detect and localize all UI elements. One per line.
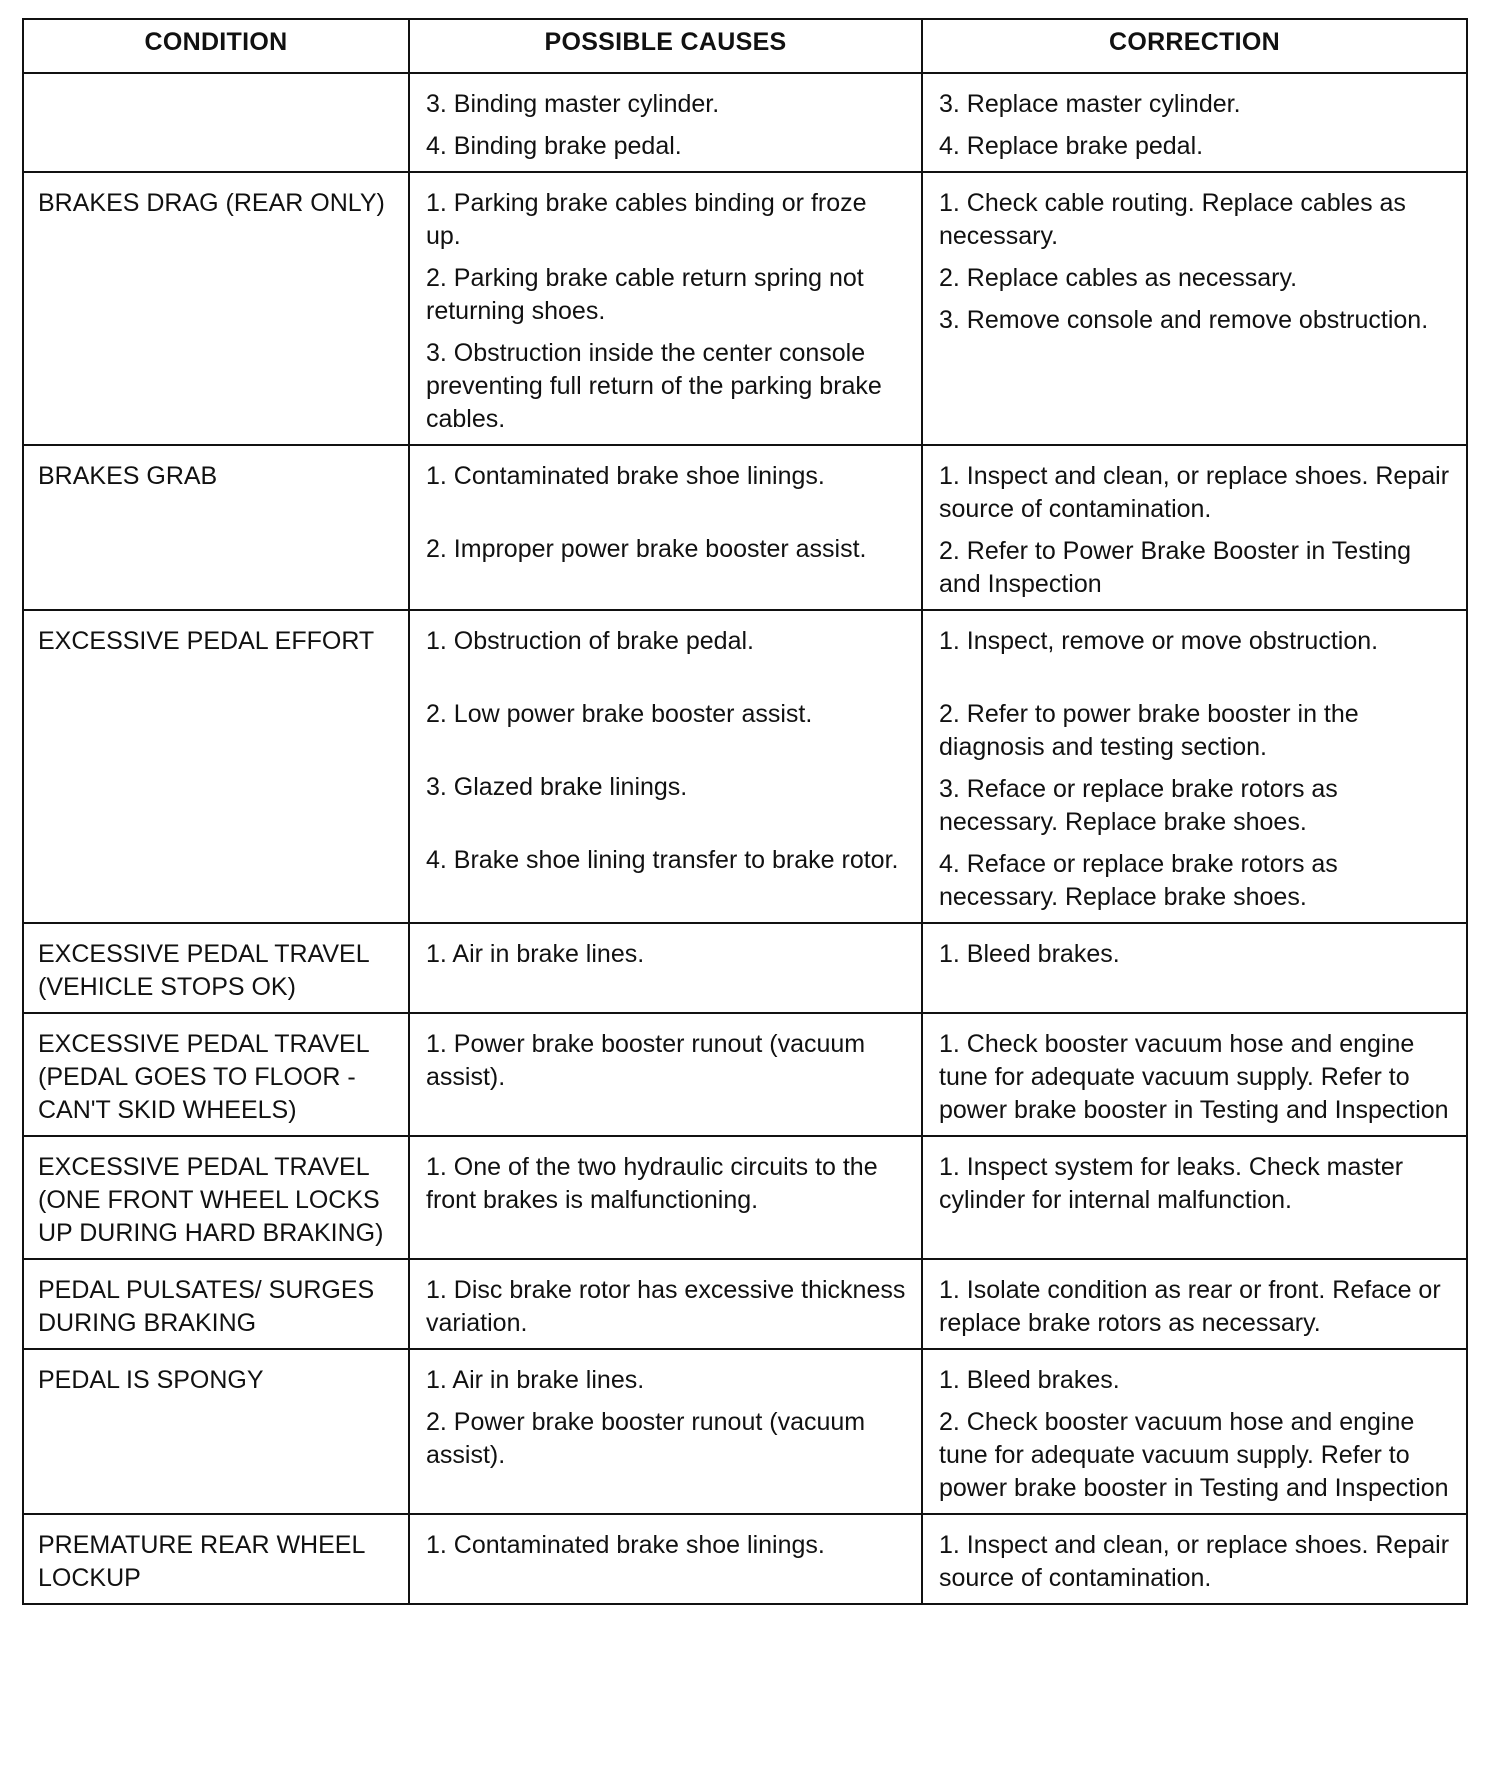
correction-cell <box>922 1349 1467 1514</box>
cause-item: 2. Low power brake booster assist. <box>426 700 813 728</box>
correction-cell <box>922 1259 1467 1349</box>
correction-item: 1. Isolate condition as rear or front. Reface or replace brake rotors as necessary. <box>939 1276 1441 1337</box>
causes-cell <box>409 1514 922 1604</box>
table-row <box>23 172 1467 445</box>
correction-cell <box>922 923 1467 1013</box>
correction-item: 2. Replace cables as necessary. <box>939 264 1298 292</box>
cause-item: 3. Obstruction inside the center console preventing full return of the parking brake cables. <box>426 339 882 433</box>
correction-item: 3. Remove console and remove obstruction. <box>939 306 1429 334</box>
cause-item: 1. Air in brake lines. <box>426 940 645 968</box>
correction-item: 1. Inspect, remove or move obstruction. <box>939 627 1379 655</box>
cause-item: 1. Parking brake cables binding or froze up. <box>426 189 867 250</box>
cause-item: 4. Brake shoe lining transfer to brake rotor. <box>426 846 899 874</box>
condition-cell: EXCESSIVE PEDAL EFFORT <box>23 610 409 923</box>
causes-cell <box>409 1136 922 1259</box>
correction-item: 3. Replace master cylinder. <box>939 90 1241 118</box>
condition-cell: EXCESSIVE PEDAL TRAVEL (PEDAL GOES TO FLOOR - CAN'T SKID WHEELS) <box>23 1013 409 1136</box>
correction-item: 2. Refer to power brake booster in the diagnosis and testing section. <box>939 700 1359 761</box>
table-row <box>23 610 1467 923</box>
table-row <box>23 73 1467 172</box>
cause-item: 2. Power brake booster runout (vacuum assist). <box>426 1408 866 1469</box>
table-row <box>23 1136 1467 1259</box>
correction-item: 2. Check booster vacuum hose and engine tune for adequate vacuum supply. Refer to power brake booster in Testing and Inspection <box>939 1408 1449 1502</box>
header-correction: CORRECTION <box>922 19 1467 73</box>
condition-cell: EXCESSIVE PEDAL TRAVEL (ONE FRONT WHEEL LOCKS UP DURING HARD BRAKING) <box>23 1136 409 1259</box>
condition-cell: EXCESSIVE PEDAL TRAVEL (VEHICLE STOPS OK) <box>23 923 409 1013</box>
causes-cell <box>409 1259 922 1349</box>
correction-cell <box>922 172 1467 445</box>
condition-cell: PEDAL PULSATES/ SURGES DURING BRAKING <box>23 1259 409 1349</box>
correction-item: 1. Bleed brakes. <box>939 940 1120 968</box>
header-condition: CONDITION <box>23 19 409 73</box>
causes-cell <box>409 172 922 445</box>
cause-item: 2. Parking brake cable return spring not returning shoes. <box>426 264 864 325</box>
correction-item: 1. Check booster vacuum hose and engine tune for adequate vacuum supply. Refer to power brake booster in Testing and Inspection <box>939 1030 1449 1124</box>
correction-item: 3. Reface or replace brake rotors as necessary. Replace brake shoes. <box>939 775 1338 836</box>
causes-cell <box>409 73 922 172</box>
correction-item: 1. Check cable routing. Replace cables as necessary. <box>939 189 1406 250</box>
correction-cell <box>922 445 1467 610</box>
causes-cell <box>409 1349 922 1514</box>
cause-item: 1. Disc brake rotor has excessive thickness variation. <box>426 1276 906 1337</box>
table-row <box>23 923 1467 1013</box>
brake-diagnosis-table <box>22 18 1468 1605</box>
cause-item: 2. Improper power brake booster assist. <box>426 535 867 563</box>
cause-item: 1. Contaminated brake shoe linings. <box>426 1531 825 1559</box>
table-row <box>23 1514 1467 1604</box>
correction-item: 1. Inspect system for leaks. Check master cylinder for internal malfunction. <box>939 1153 1404 1214</box>
correction-item: 2. Refer to Power Brake Booster in Testing and Inspection <box>939 537 1411 598</box>
cause-item: 1. Power brake booster runout (vacuum assist). <box>426 1030 866 1091</box>
causes-cell <box>409 445 922 610</box>
correction-cell <box>922 1013 1467 1136</box>
table-row <box>23 1013 1467 1136</box>
cause-item: 1. Contaminated brake shoe linings. <box>426 462 825 490</box>
correction-item: 1. Inspect and clean, or replace shoes. Repair source of contamination. <box>939 1531 1450 1592</box>
causes-cell <box>409 923 922 1013</box>
table-row <box>23 445 1467 610</box>
correction-cell <box>922 1514 1467 1604</box>
condition-cell <box>23 73 409 172</box>
cause-item: 4. Binding brake pedal. <box>426 132 682 160</box>
causes-cell <box>409 1013 922 1136</box>
cause-item: 1. Air in brake lines. <box>426 1366 645 1394</box>
correction-cell <box>922 73 1467 172</box>
header-possible-causes: POSSIBLE CAUSES <box>409 19 922 73</box>
cause-item: 3. Glazed brake linings. <box>426 773 688 801</box>
condition-cell: PREMATURE REAR WHEEL LOCKUP <box>23 1514 409 1604</box>
cause-item: 3. Binding master cylinder. <box>426 90 720 118</box>
correction-item: 1. Inspect and clean, or replace shoes. Repair source of contamination. <box>939 462 1450 523</box>
condition-cell: BRAKES GRAB <box>23 445 409 610</box>
cause-item: 1. One of the two hydraulic circuits to the front brakes is malfunctioning. <box>426 1153 878 1214</box>
condition-cell: PEDAL IS SPONGY <box>23 1349 409 1514</box>
condition-cell: BRAKES DRAG (REAR ONLY) <box>23 172 409 445</box>
correction-item: 4. Replace brake pedal. <box>939 132 1204 160</box>
cause-item: 1. Obstruction of brake pedal. <box>426 627 754 655</box>
causes-cell <box>409 610 922 923</box>
troubleshooting-sheet <box>22 18 1466 1605</box>
correction-cell <box>922 610 1467 923</box>
correction-item: 4. Reface or replace brake rotors as necessary. Replace brake shoes. <box>939 850 1338 911</box>
correction-cell <box>922 1136 1467 1259</box>
table-row <box>23 1349 1467 1514</box>
correction-item: 1. Bleed brakes. <box>939 1366 1120 1394</box>
header-row <box>23 19 1467 73</box>
table-row <box>23 1259 1467 1349</box>
